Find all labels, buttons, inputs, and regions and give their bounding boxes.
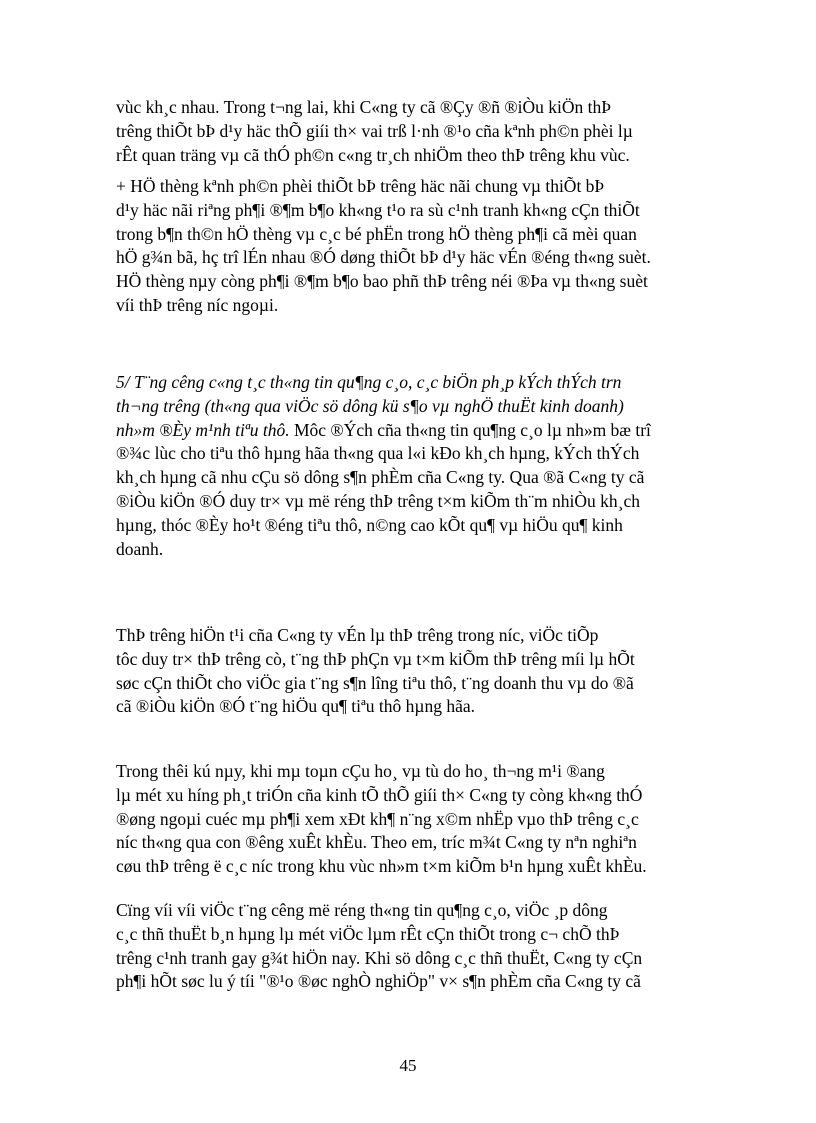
text-line xyxy=(116,419,756,443)
text-line: trêng thiÕt bÞ d¹y häc thÕ giíi th× vai trß l·nh ®¹o cña kªnh ph©n phèi lµ xyxy=(116,120,633,141)
section-heading-tail: nh»m ®Èy m¹nh tiªu thô. xyxy=(116,419,290,440)
page-number: 45 xyxy=(399,1056,417,1075)
text-line: + HÖ thèng kªnh ph©n phèi thiÕt bÞ trêng häc nãi chung vµ thiÕt bÞ xyxy=(116,176,605,196)
text-line: vùc kh¸c nhau. Trong t¬ng lai, khi C«ng ty cã ®Çy ®ñ ®iÒu kiÖn thÞ xyxy=(116,97,612,117)
text-line: c¸c thñ thuËt b¸n hµng lµ mét viÖc lµm rÊt cÇn thiÕt trong c¬ chÕ thÞ xyxy=(116,923,620,944)
text-line: kh¸ch hµng cã nhu cÇu sö dông s¶n phÈm cña C«ng ty. Qua ®ã C«ng ty cã xyxy=(116,467,645,488)
text-line: níc th«ng qua con ®êng xuÊt khÈu. Theo em, tríc m¾t C«ng ty nªn nghiªn xyxy=(116,832,637,853)
paragraph-3 xyxy=(116,371,756,561)
text-line: víi thÞ trêng níc ngoµi. xyxy=(116,294,279,315)
text-line: ThÞ trêng hiÖn t¹i cña C«ng ty vÉn lµ thÞ trêng trong níc, viÖc tiÕp xyxy=(116,625,599,645)
text-line: hÖ g¾n bã, hç trî lÉn nhau ®Ó døng thiÕt bÞ d¹y häc vÉn ®éng th«ng suèt. xyxy=(116,247,651,268)
text-line: rÊt quan träng vµ cã thÓ ph©n c«ng tr¸ch nhiÖm theo thÞ trêng khu vùc. xyxy=(116,144,630,165)
text-line: cã ®iÒu kiÖn ®Ó t¨ng hiÖu qu¶ tiªu thô hµng hãa. xyxy=(116,696,476,717)
paragraph-6 xyxy=(116,899,756,994)
text-line: Trong thêi kú nµy, khi mµ toµn cÇu ho¸ vµ tù do ho¸ th¬ng m¹i ®ang xyxy=(116,761,605,781)
paragraph-2 xyxy=(116,175,756,318)
text-line: lµ mét xu híng ph¸t triÓn cña kinh tÕ thÕ giíi th× C«ng ty còng kh«ng thÓ xyxy=(116,784,643,805)
text-line: cøu thÞ trêng ë c¸c níc trong khu vùc nh»m t×m kiÕm b¹n hµng xuÊt khÈu. xyxy=(116,856,647,877)
text-run: Môc ®Ých cña th«ng tin qu¶ng c¸o lµ nh»m bæ trî xyxy=(289,419,651,440)
text-line: ®¾c lùc cho tiªu thô hµng hãa th«ng qua l«i kÐo kh¸ch hµng, kÝch thÝch xyxy=(116,443,640,464)
paragraph-4 xyxy=(116,624,756,719)
section-heading-line: th¬ng trêng (th«ng qua viÖc sö dông kü s¶o vµ nghÖ thuËt kinh doanh) xyxy=(116,395,624,416)
text-line: d¹y häc nãi riªng ph¶i ®¶m b¶o kh«ng t¹o ra sù c¹nh tranh kh«ng cÇn thiÕt xyxy=(116,199,640,220)
paragraph-1 xyxy=(116,96,756,167)
paragraph-5 xyxy=(116,760,756,879)
text-line: hµng, thóc ®Èy ho¹t ®éng tiªu thô, n©ng cao kÕt qu¶ vµ hiÖu qu¶ kinh xyxy=(116,514,623,535)
text-line: ph¶i hÕt søc lu ý tíi "®¹o ®øc nghÒ nghiÖp" v× s¶n phÈm cña C«ng ty cã xyxy=(116,971,641,992)
section-heading-line: 5/ T¨ng cêng c«ng t¸c th«ng tin qu¶ng c¸o, c¸c biÖn ph¸p kÝch thÝch trn xyxy=(116,372,622,392)
text-line: søc cÇn thiÕt cho viÖc gia t¨ng s¶n lîng tiªu thô, t¨ng doanh thu vµ do ®ã xyxy=(116,672,634,693)
text-line: trêng c¹nh tranh gay g¾t hiÖn nay. Khi sö dông c¸c thñ thuËt, C«ng ty cÇn xyxy=(116,947,643,968)
text-line: ®øng ngoµi cuéc mµ ph¶i xem xÐt kh¶ n¨ng x©m nhËp vµo thÞ trêng c¸c xyxy=(116,808,639,829)
text-line: doanh. xyxy=(116,538,164,559)
text-line: tôc duy tr× thÞ trêng cò, t¨ng thÞ phÇn vµ t×m kiÕm thÞ trêng míi lµ hÕt xyxy=(116,648,635,669)
text-line: HÖ thèng nµy còng ph¶i ®¶m b¶o bao phñ thÞ trêng néi ®Þa vµ th«ng suèt xyxy=(116,271,648,292)
text-line: trong b¶n th©n hÖ thèng vµ c¸c bé phËn trong hÖ thèng ph¶i cã mèi quan xyxy=(116,223,637,244)
text-line: ®iÒu kiÖn ®Ó duy tr× vµ më réng thÞ trêng t×m kiÕm th¨m nhiÒu kh¸ch xyxy=(116,490,641,511)
text-line: Cïng víi víi viÖc t¨ng cêng më réng th«ng tin qu¶ng c¸o, viÖc ¸p dông xyxy=(116,900,608,920)
